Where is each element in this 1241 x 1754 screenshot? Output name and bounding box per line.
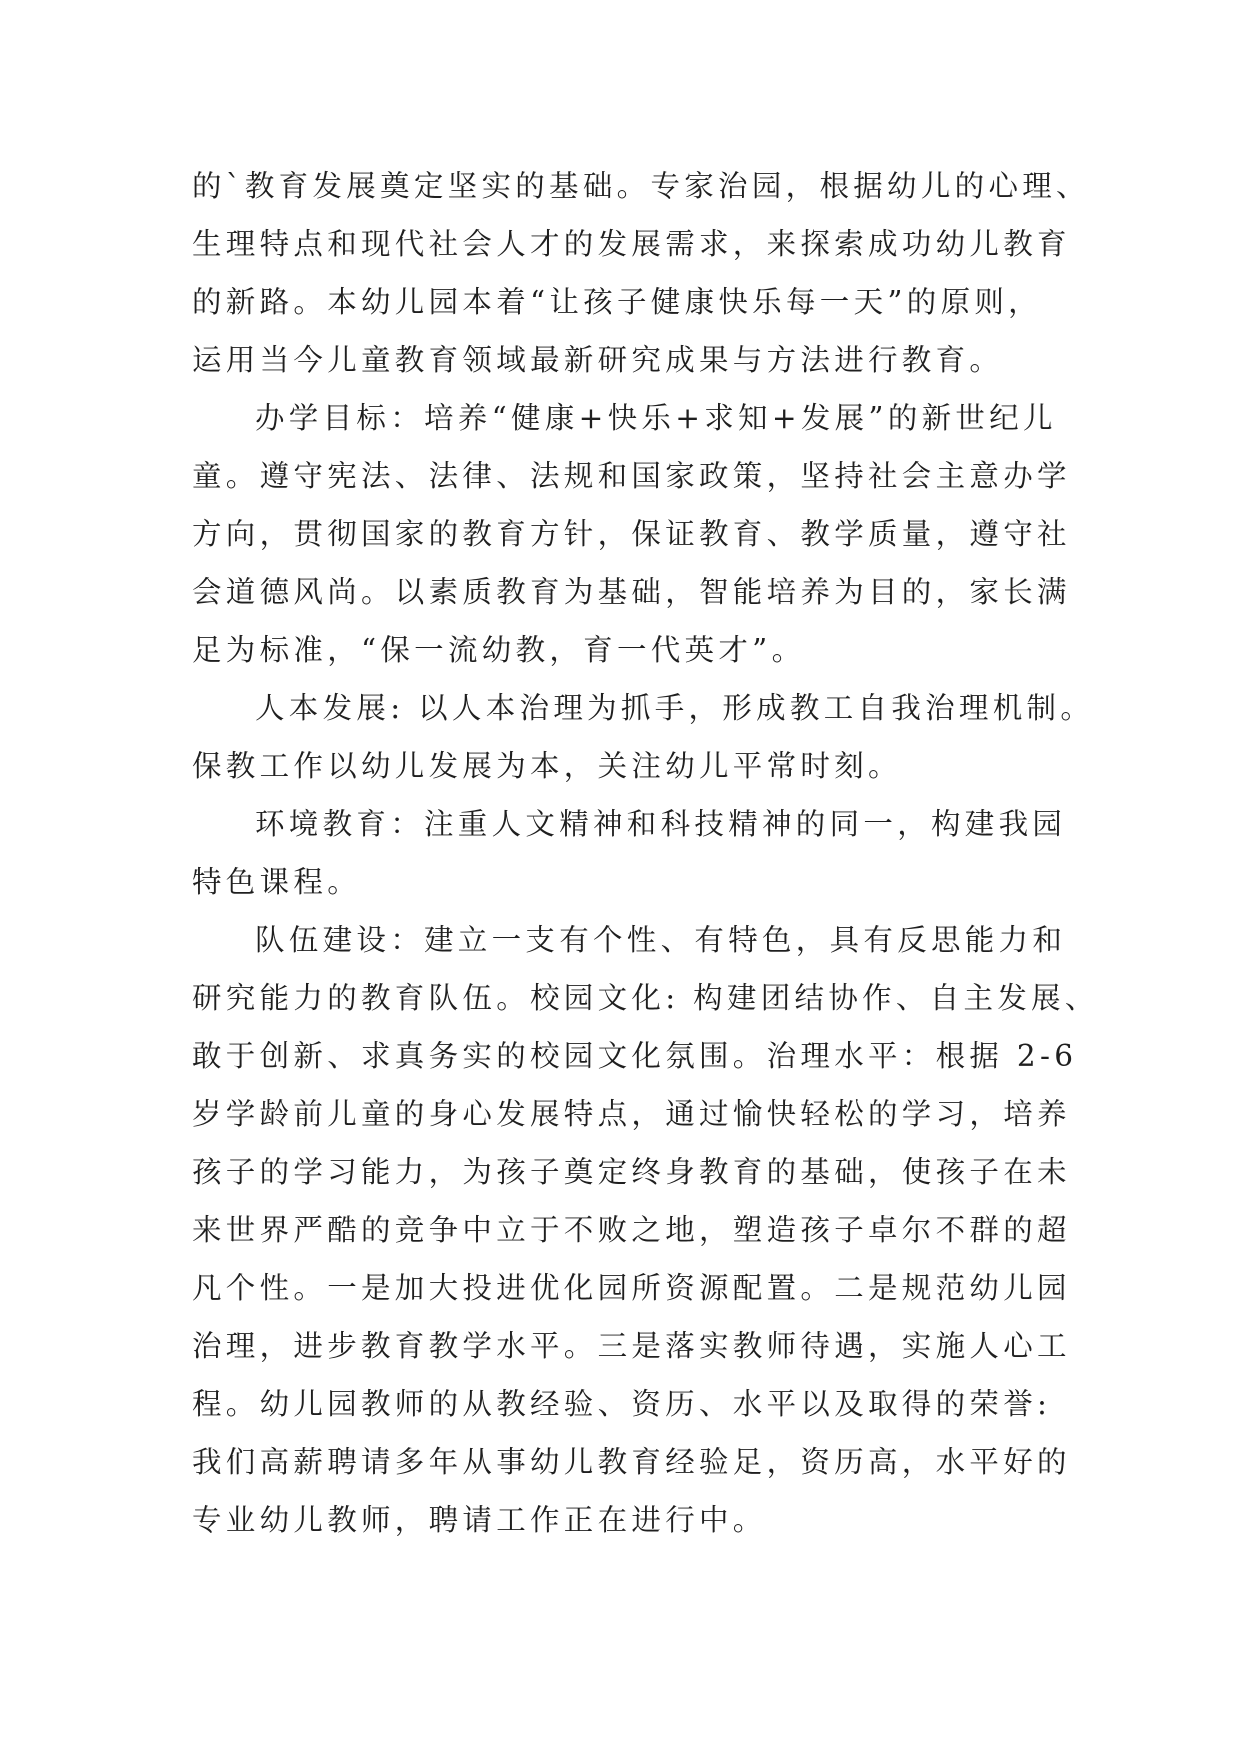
- paragraph-start-line: 队伍建设：建立一支有个性、有特色，具有反思能力和: [255, 923, 1067, 957]
- paragraph-start-line: 办学目标：培养“健康+快乐+求知+发展”的新世纪儿: [255, 401, 1057, 435]
- text-line: 足为标准，“保一流幼教，育一代英才”。: [192, 633, 806, 667]
- text-line: 来世界严酷的竞争中立于不败之地，塑造孩子卓尔不群的超: [192, 1213, 1071, 1247]
- text-line: 我们高薪聘请多年从事幼儿教育经验足，资历高，水平好的: [192, 1445, 1071, 1479]
- text-line: 岁学龄前儿童的身心发展特点，通过愉快轻松的学习，培养: [192, 1097, 1071, 1131]
- text-line: 会道德风尚。以素质教育为基础，智能培养为目的，家长满: [192, 575, 1071, 609]
- text-line: 生理特点和现代社会人才的发展需求，来探索成功幼儿教育: [192, 227, 1071, 261]
- text-line: 孩子的学习能力，为孩子奠定终身教育的基础，使孩子在未: [192, 1155, 1071, 1189]
- text-line: 保教工作以幼儿发展为本，关注幼儿平常时刻。: [192, 749, 902, 783]
- paragraph-start-line: 环境教育：注重人文精神和科技精神的同一，构建我园: [255, 807, 1067, 841]
- text-line: 程。幼儿园教师的从教经验、资历、水平以及取得的荣誉:: [192, 1387, 1052, 1421]
- text-line: 凡个性。一是加大投进优化园所资源配置。二是规范幼儿园: [192, 1271, 1071, 1305]
- text-line: 童。遵守宪法、法律、法规和国家政策，坚持社会主意办学: [192, 459, 1071, 493]
- text-line: 运用当今儿童教育领域最新研究成果与方法进行教育。: [192, 343, 1004, 377]
- paragraph-start-line: 人本发展: 以人本治理为抓手，形成教工自我治理机制。: [255, 691, 1095, 725]
- text-line: 特色课程。: [192, 865, 362, 899]
- text-line: 敢于创新、求真务实的校园文化氛围。治理水平：根据 2-6: [192, 1039, 1078, 1073]
- text-line: 方向，贯彻国家的教育方针，保证教育、教学质量，遵守社: [192, 517, 1071, 551]
- text-line: 的新路。本幼儿园本着“让孩子健康快乐每一天”的原则，: [192, 285, 1042, 319]
- text-line: 的`教育发展奠定坚实的基础。专家治园，根据幼儿的心理、: [192, 169, 1090, 203]
- text-line: 专业幼儿教师，聘请工作正在进行中。: [192, 1503, 767, 1537]
- text-line: 研究能力的教育队伍。校园文化: 构建团结协作、自主发展、: [192, 981, 1099, 1015]
- document-body: [192, 157, 1099, 1549]
- text-line: 治理，进步教育教学水平。三是落实教师待遇，实施人心工: [192, 1329, 1071, 1363]
